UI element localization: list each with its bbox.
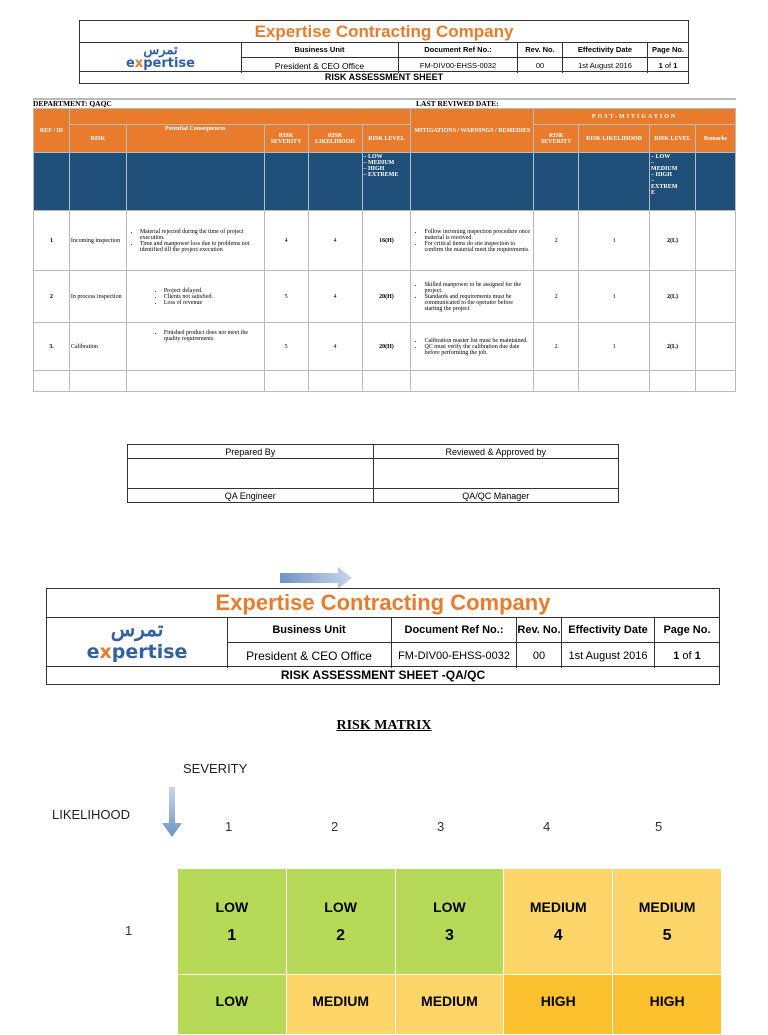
sheet-title: RISK ASSESSMENT SHEET xyxy=(80,71,688,83)
row-likelihood: 4 xyxy=(308,211,362,271)
effectivity-label: Effectivity Date xyxy=(563,42,648,57)
table-row xyxy=(34,211,736,271)
logo-letter-e: e xyxy=(126,56,135,71)
row-id: 1 xyxy=(34,211,70,271)
severity-scale-2: 2 xyxy=(331,819,339,834)
severity-scale-4: 4 xyxy=(543,819,551,834)
row-risk: Incoming inspection xyxy=(69,211,126,271)
consequence-item: • Clients not satisfied. xyxy=(164,294,263,300)
post-legend-line: E xyxy=(651,190,656,196)
page-num: 1 xyxy=(658,60,663,70)
reviewed-by-label: Reviewed & Approved by xyxy=(373,445,619,459)
row-id: 2 xyxy=(34,271,70,323)
matrix-cell xyxy=(395,975,504,1035)
cell-level: HIGH xyxy=(649,993,685,1009)
header-likelihood: RISK LIKELIHOOD xyxy=(308,125,362,153)
cell-level: MEDIUM xyxy=(529,898,587,915)
matrix-cell xyxy=(504,869,613,975)
risk-matrix-grid xyxy=(177,868,722,1035)
page-num: 1 xyxy=(673,649,680,662)
post-legend-line: EXTREM xyxy=(651,184,678,190)
legend-medium: – MEDIUM xyxy=(363,160,395,166)
post-legend-line: – xyxy=(651,160,655,166)
cell-level: LOW xyxy=(215,898,249,915)
page-label: Page No. xyxy=(651,44,685,54)
consequence-item: • Material rejected during the time of project execution. xyxy=(140,229,263,241)
row-consequences xyxy=(126,323,264,371)
prepared-signature-field xyxy=(128,459,374,489)
header-post-level: RISK LEVEL xyxy=(650,125,696,153)
mitigation-item: • Calibration master list must be maintained. xyxy=(424,338,532,344)
header-meta-grid xyxy=(241,42,688,73)
doc-ref-label: Document Ref No.: xyxy=(392,617,517,642)
consequence-item: • Finished product does not meet the quality requirements. xyxy=(164,330,263,342)
table-row-empty xyxy=(34,371,736,392)
logo-letter-x: x xyxy=(99,641,112,663)
page-total: 1 xyxy=(673,60,678,70)
header-meta-grid xyxy=(227,617,719,668)
rev-label: Rev. No. xyxy=(517,617,562,642)
consequence-item: • Loss of revenue xyxy=(164,300,263,306)
row-likelihood: 4 xyxy=(308,323,362,371)
signoff-table xyxy=(127,444,619,503)
department-label: DEPARTMENT: QAQC xyxy=(33,99,112,108)
cell-value: 3 xyxy=(444,926,454,944)
cell-level: HIGH xyxy=(540,993,576,1009)
row-post-severity: 2 xyxy=(534,323,579,371)
header-ref: REF / ID xyxy=(34,109,70,153)
severity-scale-1: 1 xyxy=(225,819,233,834)
page-of: of xyxy=(662,60,674,70)
row-severity: 4 xyxy=(264,211,308,271)
header-level: RISK LEVEL xyxy=(362,125,411,153)
cell-value: 2 xyxy=(336,926,346,944)
likelihood-label: LIKELIHOOD xyxy=(52,807,131,822)
legend-row xyxy=(34,153,736,211)
business-unit-label: Business Unit xyxy=(241,42,399,57)
consequence-item: • Time and manpower loss due to problems not identified till the project execution xyxy=(140,241,263,253)
cell-level: LOW xyxy=(433,898,466,915)
matrix-cell xyxy=(395,869,504,975)
page-of: of xyxy=(679,649,695,662)
post-legend-line: – LOW xyxy=(651,154,671,160)
post-legend-line: – xyxy=(651,178,655,184)
effectivity-value: 1st August 2016 xyxy=(563,58,648,73)
post-legend-line: MEDIUM xyxy=(651,166,678,172)
row-post-level: 2(L) xyxy=(650,271,696,323)
cell-level: MEDIUM xyxy=(421,993,478,1009)
cell-level: LOW xyxy=(215,993,249,1009)
header-post-likelihood: RISK LIKELIHOOD xyxy=(579,125,650,153)
row-mitigations xyxy=(411,211,534,271)
header-risk: RISK xyxy=(69,125,126,153)
row-consequences xyxy=(126,271,264,323)
post-legend-line: – HIGH xyxy=(651,172,672,178)
header-consequences: Potential Consequences xyxy=(126,125,264,153)
row-level: 20(H) xyxy=(362,271,411,323)
reviewed-signature-field xyxy=(373,459,619,489)
logo-pertise: pertise xyxy=(111,641,188,663)
down-arrow-icon xyxy=(162,787,182,842)
logo-arabic: تمرس xyxy=(143,42,178,57)
doc-ref-label: Document Ref No.: xyxy=(399,42,518,57)
business-unit-value: President & CEO Office xyxy=(241,58,399,73)
mitigation-item: • Standards and requirements must be communicated to the operator before starting the project xyxy=(424,294,532,312)
row-post-likelihood: 1 xyxy=(579,211,650,271)
header-post-severity: RISK SEVERITY xyxy=(534,125,579,153)
mitigation-item: • For critical items do site inspection to confirm the material meet the requirements. xyxy=(424,241,532,253)
row-post-severity: 2 xyxy=(534,271,579,323)
post-level-legend xyxy=(650,153,696,211)
mitigation-item: • QC must verify the calibration due date before performing the job. xyxy=(424,344,532,356)
cell-level: LOW xyxy=(324,898,357,915)
row-post-severity: 2 xyxy=(534,211,579,271)
matrix-row xyxy=(178,869,722,975)
rev-value: 00 xyxy=(517,643,562,668)
header-severity: RISK SEVERITY xyxy=(264,125,308,153)
legend-low: – LOW xyxy=(363,154,383,160)
row-post-level: 2(L) xyxy=(650,323,696,371)
business-unit-label: Business Unit xyxy=(227,617,392,642)
row-consequences xyxy=(126,211,264,271)
row-risk: In process inspection xyxy=(69,271,126,323)
matrix-cell xyxy=(178,869,287,975)
rev-label: Rev. No. xyxy=(518,42,563,57)
document-header-top xyxy=(79,20,689,84)
doc-ref-value: FM-DIV00-EHSS-0032 xyxy=(399,58,518,73)
risk-assessment-table xyxy=(33,108,736,392)
table-row xyxy=(34,271,736,323)
table-row xyxy=(34,323,736,371)
logo-pertise: pertise xyxy=(143,56,195,71)
prepared-role: QA Engineer xyxy=(128,489,374,503)
legend-high: – HIGH xyxy=(363,166,385,172)
department-line xyxy=(33,99,736,108)
mitigation-item: • Skilled manpower to be assigned for the project. xyxy=(424,282,532,294)
header-remarks: Remarks xyxy=(695,125,735,153)
row-risk: Calibration xyxy=(69,323,126,371)
row-remarks xyxy=(695,271,735,323)
row-level: 20(H) xyxy=(362,323,411,371)
matrix-cell xyxy=(613,975,722,1035)
logo-arabic: تمرس xyxy=(110,619,164,641)
page-value xyxy=(655,643,719,668)
matrix-cell xyxy=(286,975,395,1035)
prepared-by-label: Prepared By xyxy=(128,445,374,459)
row-mitigations xyxy=(411,271,534,323)
cell-value: 1 xyxy=(227,926,237,944)
header-post-mitigation: POST-MITIGATION xyxy=(534,109,736,125)
header-mitigations: MITIGATIONS / WARNINGS / REMEDIES xyxy=(411,109,534,153)
row-severity: 5 xyxy=(264,323,308,371)
row-mitigations xyxy=(411,323,534,371)
row-id: 3. xyxy=(34,323,70,371)
logo-english xyxy=(47,641,227,663)
reviewed-role: QA/QC Manager xyxy=(373,489,619,503)
business-unit-value: President & CEO Office xyxy=(227,643,392,668)
sheet-title: RISK ASSESSMENT SHEET -QA/QC xyxy=(47,666,719,684)
cell-value: 5 xyxy=(662,926,672,944)
company-title: Expertise Contracting Company xyxy=(80,21,688,43)
row-post-level: 2(L) xyxy=(650,211,696,271)
effectivity-value: 1st August 2016 xyxy=(562,643,655,668)
page-label: Page No. xyxy=(663,623,711,636)
matrix-cell xyxy=(286,869,395,975)
effectivity-label: Effectivity Date xyxy=(562,617,655,642)
row-remarks xyxy=(695,323,735,371)
company-logo xyxy=(80,42,242,73)
logo-english xyxy=(80,57,241,71)
cell-level: MEDIUM xyxy=(312,993,370,1009)
document-header-bottom xyxy=(46,588,720,685)
legend-extreme: – EXTREME xyxy=(363,172,399,178)
row-remarks xyxy=(695,211,735,271)
cell-value: 4 xyxy=(553,926,563,944)
page-total: 1 xyxy=(694,649,701,662)
logo-letter-x: x xyxy=(134,56,144,71)
consequence-item: • Project delayed. xyxy=(164,288,263,294)
matrix-row xyxy=(178,975,722,1035)
doc-ref-value: FM-DIV00-EHSS-0032 xyxy=(392,643,517,668)
row-post-likelihood: 1 xyxy=(579,323,650,371)
matrix-cell xyxy=(613,869,722,975)
severity-scale-3: 3 xyxy=(437,819,445,834)
likelihood-row-label-1: 1 xyxy=(125,923,133,938)
company-title: Expertise Contracting Company xyxy=(47,589,719,618)
rev-value: 00 xyxy=(518,58,563,73)
severity-scale-5: 5 xyxy=(655,819,663,834)
risk-matrix-title: RISK MATRIX xyxy=(336,718,432,733)
row-post-likelihood: 1 xyxy=(579,271,650,323)
logo-letter-e: e xyxy=(86,641,100,663)
row-level: 16(H) xyxy=(362,211,411,271)
mitigation-item: • Follow incoming inspection procedure once material is received. xyxy=(424,229,532,241)
cell-level: MEDIUM xyxy=(638,898,696,915)
matrix-cell xyxy=(504,975,613,1035)
company-logo xyxy=(47,617,228,668)
risk-level-legend xyxy=(362,153,411,211)
last-reviewed-label: LAST REVIWED DATE: xyxy=(416,99,499,108)
matrix-cell xyxy=(178,975,287,1035)
severity-label: SEVERITY xyxy=(183,761,248,776)
row-severity: 5 xyxy=(264,271,308,323)
row-likelihood: 4 xyxy=(308,271,362,323)
